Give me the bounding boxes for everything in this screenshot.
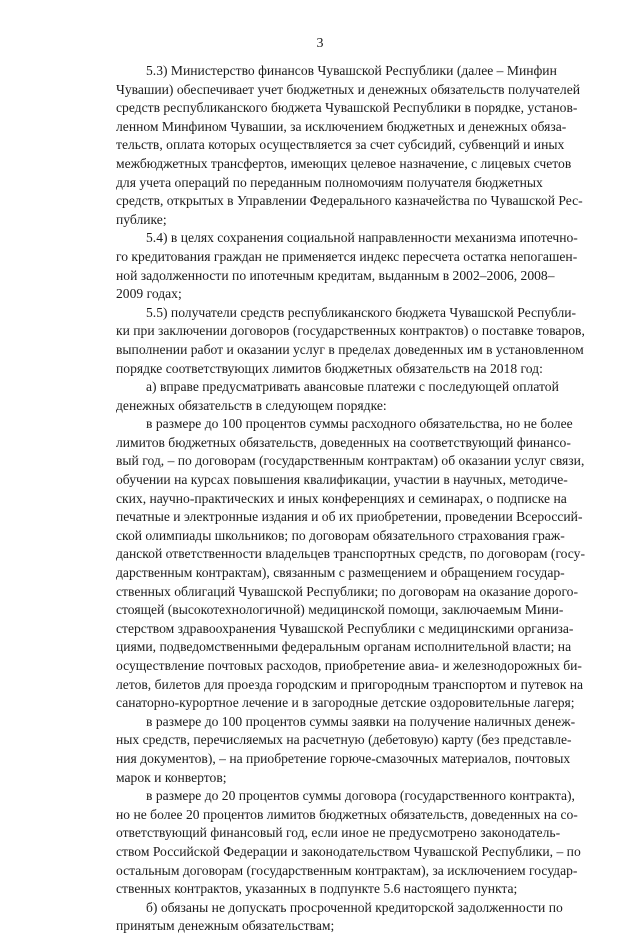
page-number: 3 (316, 36, 324, 51)
paragraph-p-b (116, 899, 563, 936)
text-line: 5.5) получатели средств республиканского бюджета Чувашской Республи- (146, 304, 577, 320)
text-line: ленном Минфином Чувашии, за исключением бюджетных и денежных обяза- (116, 118, 567, 134)
text-line: порядке соответствующих лимитов бюджетных обязательств на 2018 год: (116, 360, 543, 376)
text-line: ственных облигаций Чувашской Республики; по договорам на оказание дорого- (116, 583, 579, 599)
paragraph-p-a (116, 378, 559, 415)
text-line: го кредитования граждан не применяется индекс пересчета остатка непогашен- (116, 248, 578, 264)
text-line: межбюджетных трансфертов, имеющих целевое назначение, с лицевых счетов (116, 155, 572, 171)
text-line: стерством здравоохранения Чувашской Республики с медицинскими организа- (116, 620, 574, 636)
document-body (116, 62, 585, 936)
text-line: принятым денежным обязательствам; (116, 918, 335, 934)
text-line: 5.3) Министерство финансов Чувашской Республики (далее – Минфин (146, 63, 557, 78)
text-line: для учета операций по переданным полномочиям получателя бюджетных (116, 174, 543, 190)
text-line: в размере до 100 процентов суммы заявки на получение наличных денеж- (146, 713, 576, 729)
text-line: ственных контрактов, указанных в подпункте 5.6 настоящего пункта; (116, 881, 518, 897)
text-line: печатные и электронные издания и об их приобретении, проведении Всероссий- (116, 509, 583, 525)
paragraph-p-20 (116, 787, 581, 899)
text-line: но не более 20 процентов лимитов бюджетных обязательств, доведенных на со- (116, 806, 578, 822)
text-line: летов, билетов для проезда городским и пригородным транспортом и путевок на (116, 676, 584, 692)
text-line: стоящей (высокотехнологичной) медицинской помощи, заключаемым Мини- (116, 602, 564, 618)
text-line: дарственным контрактам), связанным с размещением и обращением государ- (116, 565, 565, 581)
text-line: 5.4) в целях сохранения социальной направленности механизма ипотечно- (146, 230, 578, 246)
text-line: средств, открытых в Управлении Федерального казначейства по Чувашской Рес- (116, 193, 583, 209)
text-line: ной задолженности по ипотечным кредитам, выданным в 2002–2006, 2008– (116, 267, 555, 283)
text-line: ских, научно-практических и иных конференциях и семинарах, о подписке на (116, 490, 567, 506)
text-line: а) вправе предусматривать авансовые платежи с последующей оплатой (146, 379, 559, 395)
text-line: марок и конвертов; (116, 769, 227, 785)
text-line: публике; (116, 211, 167, 227)
paragraph-p-5-3 (116, 62, 583, 229)
paragraph-p-5-5 (116, 304, 585, 378)
text-line: циями, подведомственными федеральным органам исполнительной власти; на (116, 639, 572, 655)
text-line: средств республиканского бюджета Чувашской Республики в порядке, установ- (116, 100, 578, 116)
text-line: б) обязаны не допускать просроченной кредиторской задолженности по (146, 899, 563, 915)
text-line: Чувашии) обеспечивает учет бюджетных и денежных обязательств получателей (116, 81, 581, 97)
text-line: остальным договорам (государственным контрактам), за исключением государ- (116, 862, 578, 878)
text-line: осуществление почтовых расходов, приобретение авиа- и железнодорожных би- (116, 658, 582, 673)
text-line: тельств, оплата которых осуществляется за счет субсидий, субвенций и иных (116, 137, 565, 153)
text-line: вый год, – по договорам (государственным контрактам) об оказании услуг связи, (116, 453, 585, 469)
text-line: ответствующий финансовый год, если иное не предусмотрено законодатель- (116, 825, 561, 841)
text-line: обучении на курсах повышения квалификации, участии в научных, методиче- (116, 472, 568, 488)
text-line: выполнении работ и оказании услуг в пределах доведенных им в установленном (116, 341, 584, 357)
text-line: ных средств, перечисляемых на расчетную (дебетовую) карту (без представле- (116, 732, 572, 748)
text-line: денежных обязательств в следующем порядке: (116, 397, 387, 413)
text-line: ния документов), – на приобретение горюче-смазочных материалов, почтовых (116, 750, 571, 766)
paragraph-p-5-4 (116, 229, 578, 303)
paragraph-p-100-2 (116, 713, 576, 787)
text-line: лимитов бюджетных обязательств, доведенных на соответствующий финансо- (116, 434, 571, 450)
text-line: в размере до 100 процентов суммы расходного обязательства, но не более (146, 416, 573, 432)
text-line: ки при заключении договоров (государственных контрактов) о поставке товаров, (116, 323, 585, 339)
text-line: ской олимпиады школьников; по договорам обязательного страхования граж- (116, 527, 565, 543)
paragraph-p-100-1 (116, 415, 585, 713)
text-line: ством Российской Федерации и законодательством Чувашской Республики, – по (116, 843, 581, 859)
text-line: в размере до 20 процентов суммы договора (государственного контракта), (146, 788, 575, 804)
text-line: 2009 годах; (116, 286, 182, 302)
text-line: санаторно-курортное лечение и в загородные детские оздоровительные лагеря; (116, 695, 575, 711)
text-line: данской ответственности владельцев транспортных средств, по договорам (госу- (116, 546, 585, 562)
